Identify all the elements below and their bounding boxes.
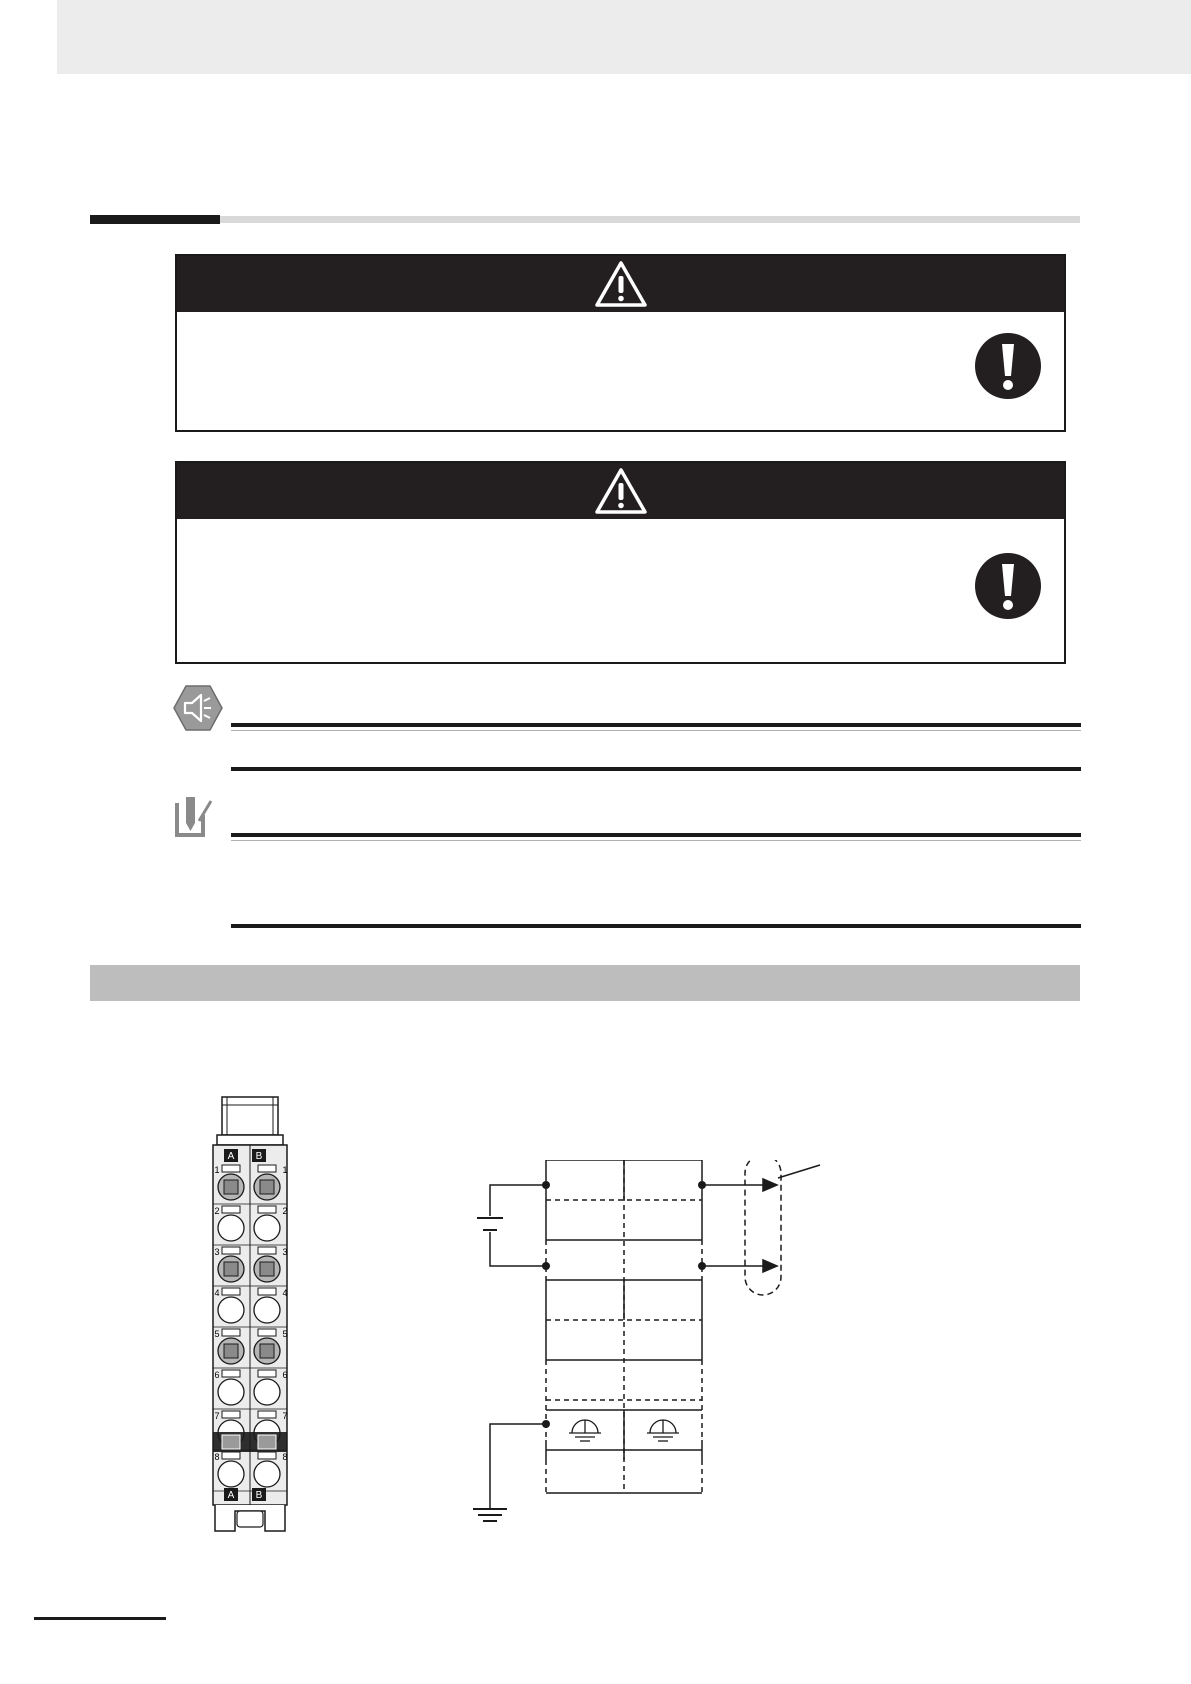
column-label-a: A <box>227 1151 235 1162</box>
terminal-release-tab <box>258 1411 276 1418</box>
warning-box-1 <box>175 254 1066 432</box>
terminal-row-number: 2 <box>214 1206 220 1216</box>
terminal-hole <box>218 1297 244 1323</box>
terminal-hole <box>254 1297 280 1323</box>
terminal-release-tab <box>258 1370 276 1377</box>
warning-header-1 <box>177 256 1064 312</box>
frame-ground-icon <box>569 1420 601 1441</box>
wire-inserted <box>260 1262 274 1276</box>
terminal-row-number: 1 <box>282 1165 288 1175</box>
precautions-rule-top <box>231 723 1081 727</box>
dc-source-icon <box>477 1218 503 1230</box>
speaker-hexagon-icon <box>173 684 223 732</box>
wire-inserted <box>260 1344 274 1358</box>
terminal-release-tab <box>222 1411 240 1418</box>
mandatory-action-icon <box>974 332 1042 400</box>
terminal-release-tab <box>258 1247 276 1254</box>
terminal-release-tab <box>258 1206 276 1213</box>
wiring-diagram <box>465 1160 835 1540</box>
terminal-row-number: 4 <box>214 1288 220 1298</box>
terminal-row-number: 3 <box>214 1247 220 1257</box>
additional-info-rule-top <box>231 833 1081 837</box>
precautions-rule-bottom <box>231 767 1081 771</box>
terminal-row-number: 1 <box>214 1165 220 1175</box>
terminal-row-number: 8 <box>282 1452 288 1462</box>
terminal-row-number: 3 <box>282 1247 288 1257</box>
terminal-row-number: 6 <box>214 1370 220 1380</box>
terminal-release-tab <box>258 1329 276 1336</box>
frame-ground-icon <box>647 1420 679 1441</box>
terminal-release-tab <box>222 1329 240 1336</box>
terminal-hole <box>254 1461 280 1487</box>
pencil-check-icon <box>173 793 215 839</box>
terminal-release-tab <box>222 1206 240 1213</box>
warning-triangle-icon <box>594 260 648 308</box>
terminal-release-tab <box>222 1370 240 1377</box>
terminal-hole <box>218 1379 244 1405</box>
terminal-release-tab <box>222 1452 240 1459</box>
terminal-hole <box>218 1461 244 1487</box>
terminal-hole <box>254 1215 280 1241</box>
header-band <box>57 0 1191 74</box>
terminal-release-tab <box>258 1165 276 1172</box>
additional-info-rule-thin <box>231 840 1081 841</box>
terminal-hole <box>254 1379 280 1405</box>
terminal-release-tab <box>222 1288 240 1295</box>
column-label-b-bottom: B <box>255 1490 263 1501</box>
warning-header-2 <box>177 463 1064 519</box>
precautions-rule-thin <box>231 730 1081 731</box>
terminal-row-number: 5 <box>214 1329 220 1339</box>
wire-inserted <box>260 1180 274 1194</box>
section-heading-band <box>90 965 1080 1001</box>
terminal-row-number: 7 <box>214 1411 220 1421</box>
wire-inserted <box>224 1180 238 1194</box>
terminal-block-illustration <box>205 1095 295 1535</box>
wire-inserted <box>224 1262 238 1276</box>
additional-info-rule-bottom <box>231 924 1081 928</box>
terminal-row-number: 8 <box>214 1452 220 1462</box>
terminal-row-number: 2 <box>282 1206 288 1216</box>
section-title-rule-dark <box>90 215 220 224</box>
wire-inserted <box>224 1344 238 1358</box>
terminal-row-number: 6 <box>282 1370 288 1380</box>
terminal-row-number: 7 <box>282 1411 288 1421</box>
section-title-rule-light <box>220 216 1080 223</box>
terminal-release-tab <box>258 1452 276 1459</box>
column-label-b: B <box>255 1151 263 1162</box>
terminal-hole <box>218 1215 244 1241</box>
column-label-a-bottom: A <box>227 1490 235 1501</box>
ground-icon <box>473 1509 507 1521</box>
terminal-release-tab <box>222 1247 240 1254</box>
terminal-release-tab <box>258 1288 276 1295</box>
terminal-row-number: 4 <box>282 1288 288 1298</box>
terminal-row-number: 5 <box>282 1329 288 1339</box>
mandatory-action-icon <box>974 552 1042 620</box>
warning-box-2 <box>175 461 1066 664</box>
footer-rule <box>34 1617 166 1620</box>
terminal-release-tab <box>222 1165 240 1172</box>
warning-triangle-icon <box>594 467 648 515</box>
